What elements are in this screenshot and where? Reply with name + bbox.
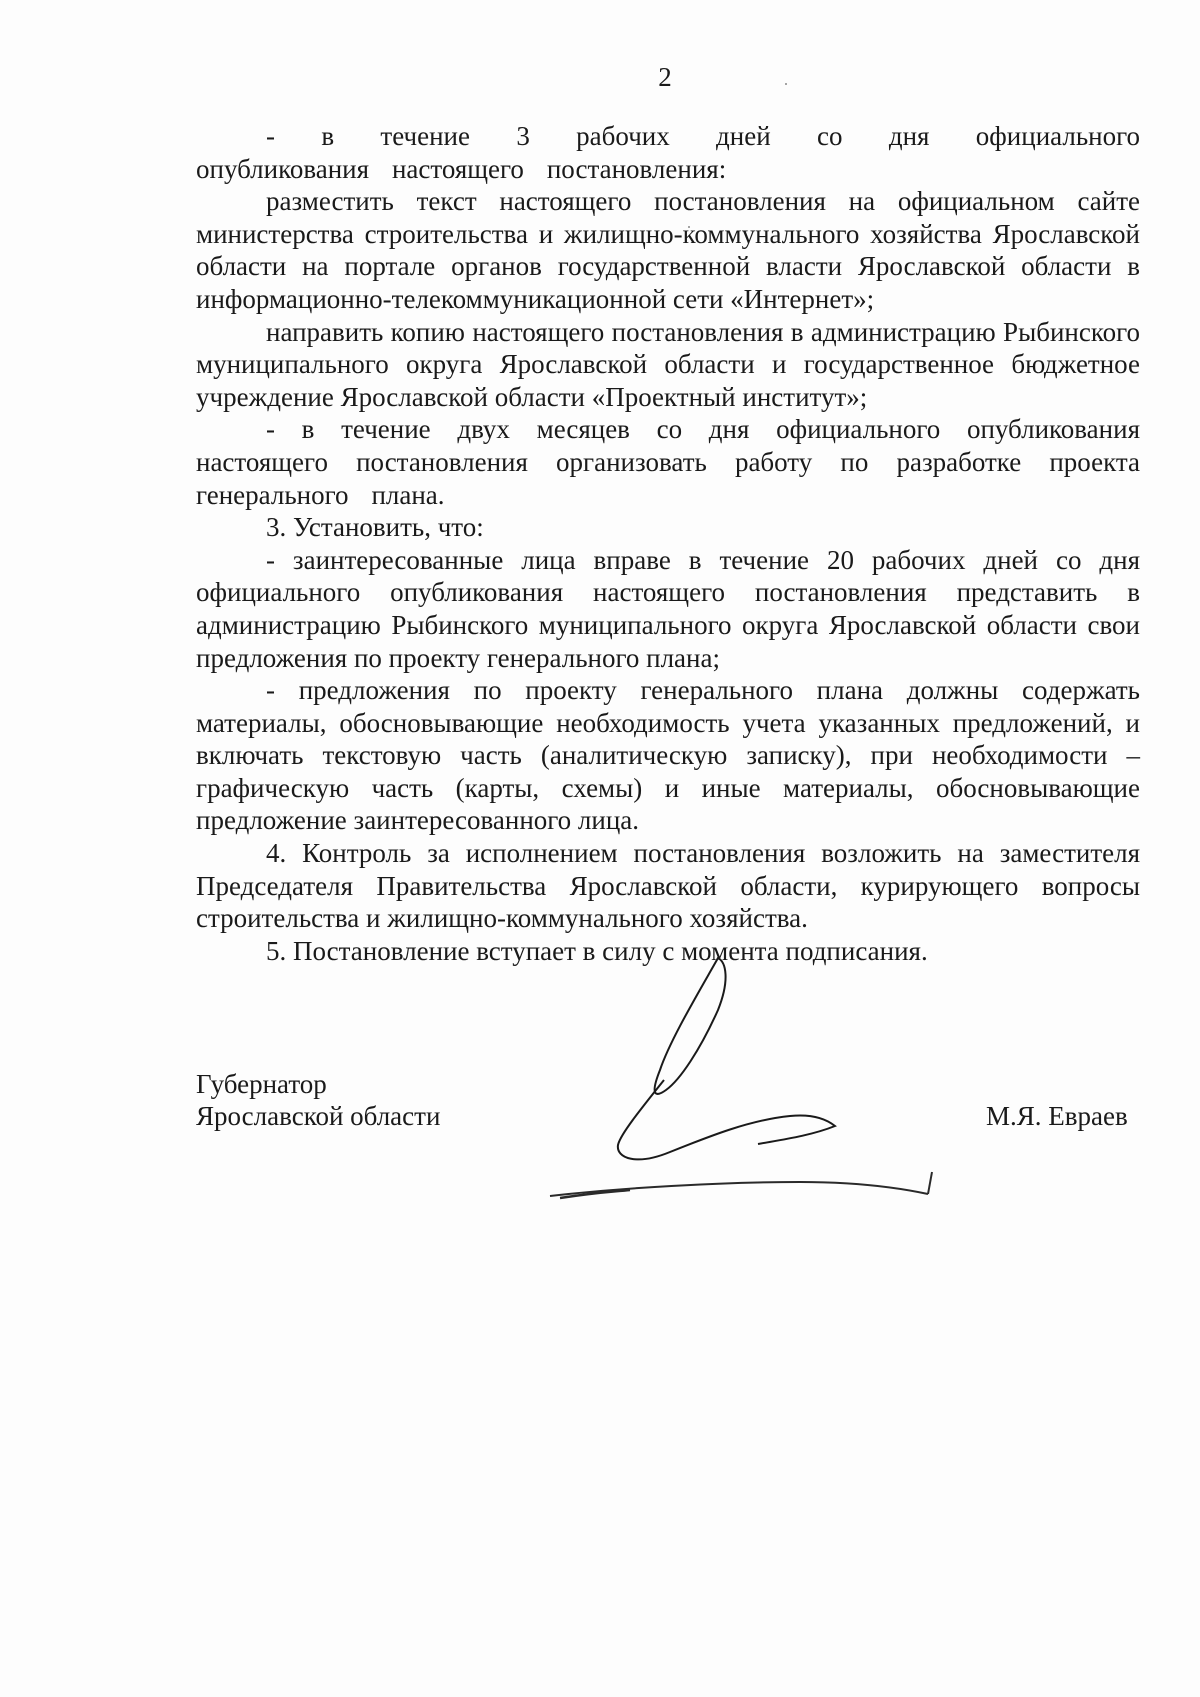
signatory-position: [196, 1068, 440, 1132]
position-line-1: Губернатор: [196, 1069, 327, 1099]
handwritten-signature: [540, 930, 980, 1210]
position-line-2: Ярославской области: [196, 1101, 441, 1131]
signatory-name: М.Я. Евраев: [986, 1101, 1128, 1131]
paragraph: 5. Постановление вступает в силу с момента подписания.: [266, 935, 928, 966]
paragraph: 4. Контроль за исполнением постановления возложить на заместителя Председателя Правительства Ярославской области, курирующего вопросы строительства и жилищно-коммунального хозяйства.: [196, 838, 1140, 934]
document-body: [196, 120, 1140, 967]
page-number: 2: [658, 62, 672, 92]
paragraph: - в течение двух месяцев со дня официального опубликования настоящего постановления организовать работу по разработке проекта генерального плана.: [196, 414, 1140, 510]
scan-speck: [785, 83, 787, 85]
paragraph: - заинтересованные лица вправе в течение 20 рабочих дней со дня официального опубликования настоящего постановления представить в администрацию Рыбинского муниципального округа Ярославской области свои предложения по проекту генерального плана;: [196, 544, 1140, 673]
paragraph: - в течение 3 рабочих дней со дня официального опубликования настоящего постановления:: [196, 121, 1140, 184]
paragraph: разместить текст настоящего постановления на официальном сайте министерства строительства и жилищно-коммунального хозяйства Ярославской области на портале органов государственной власти Ярославской области в информационно-телекоммуникационной сети «Интернет»;: [196, 186, 1140, 314]
paragraph: 3. Установить, что:: [266, 512, 484, 543]
paragraph: - предложения по проекту генерального плана должны содержать материалы, обосновывающие необходимость учета указанных предложений, и включать текстовую часть (аналитическую записку), при необходимости – графическую часть (карты, схемы) и иные материалы, обосновывающие предложение заинтересованного лица.: [196, 675, 1140, 836]
paragraph: направить копию настоящего постановления в администрацию Рыбинского муниципального округа Ярославской области и государственное бюджетное учреждение Ярославской области «Проектный институт»;: [196, 316, 1140, 412]
